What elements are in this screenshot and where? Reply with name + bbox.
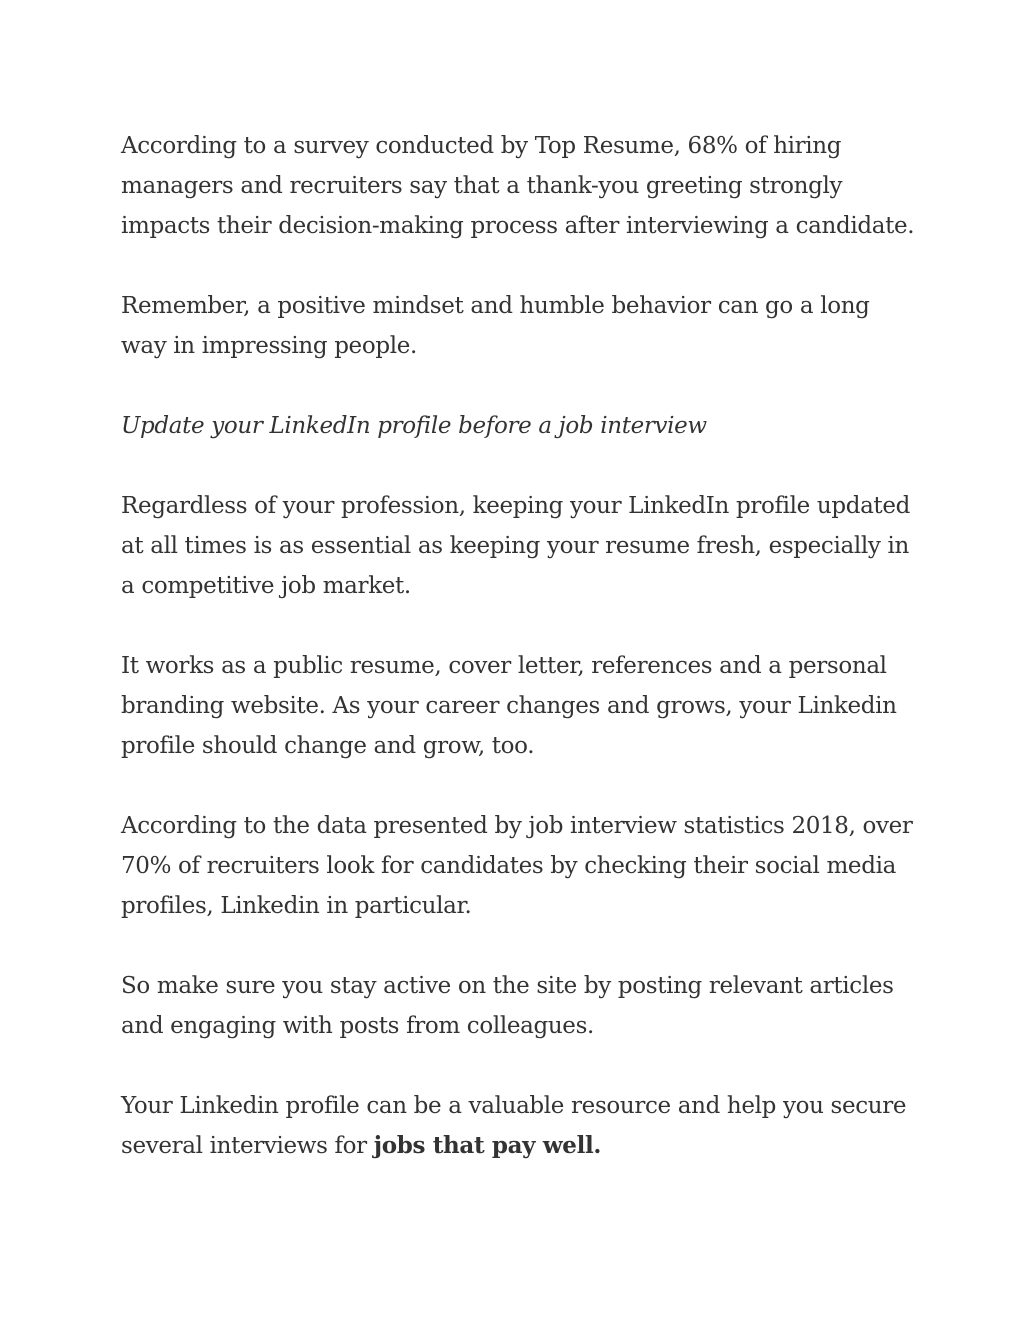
- paragraph-thank-you-survey: According to a survey conducted by Top Resume, 68% of hiring managers and recruiters say that a thank-you greeting strongly impacts their decision-making process after interviewing a candidate.: [121, 133, 915, 239]
- paragraph-valuable-resource: [121, 1086, 921, 1166]
- paragraph-linkedin-updated: Regardless of your profession, keeping your LinkedIn profile updated at all times is as essential as keeping your resume fresh, especially in a competitive job market.: [121, 493, 910, 599]
- paragraph-positive-mindset: Remember, a positive mindset and humble behavior can go a long way in impressing people.: [121, 293, 870, 359]
- document-page: [121, 126, 921, 1206]
- paragraph-valuable-resource-text: Your Linkedin profile can be a valuable resource and help you secure several interviews for: [121, 1093, 907, 1159]
- jobs-that-pay-well-link[interactable]: jobs that pay well.: [373, 1132, 601, 1159]
- paragraph-recruiter-statistics: According to the data presented by job interview statistics 2018, over 70% of recruiters look for candidates by checking their social media profiles, Linkedin in particular.: [121, 813, 913, 919]
- paragraph-stay-active: So make sure you stay active on the site by posting relevant articles and engaging with posts from colleagues.: [121, 973, 894, 1039]
- section-subheading: Update your LinkedIn profile before a job interview: [121, 413, 707, 439]
- paragraph-public-resume: It works as a public resume, cover letter, references and a personal branding website. As your career changes and grows, your Linkedin profile should change and grow, too.: [121, 653, 897, 759]
